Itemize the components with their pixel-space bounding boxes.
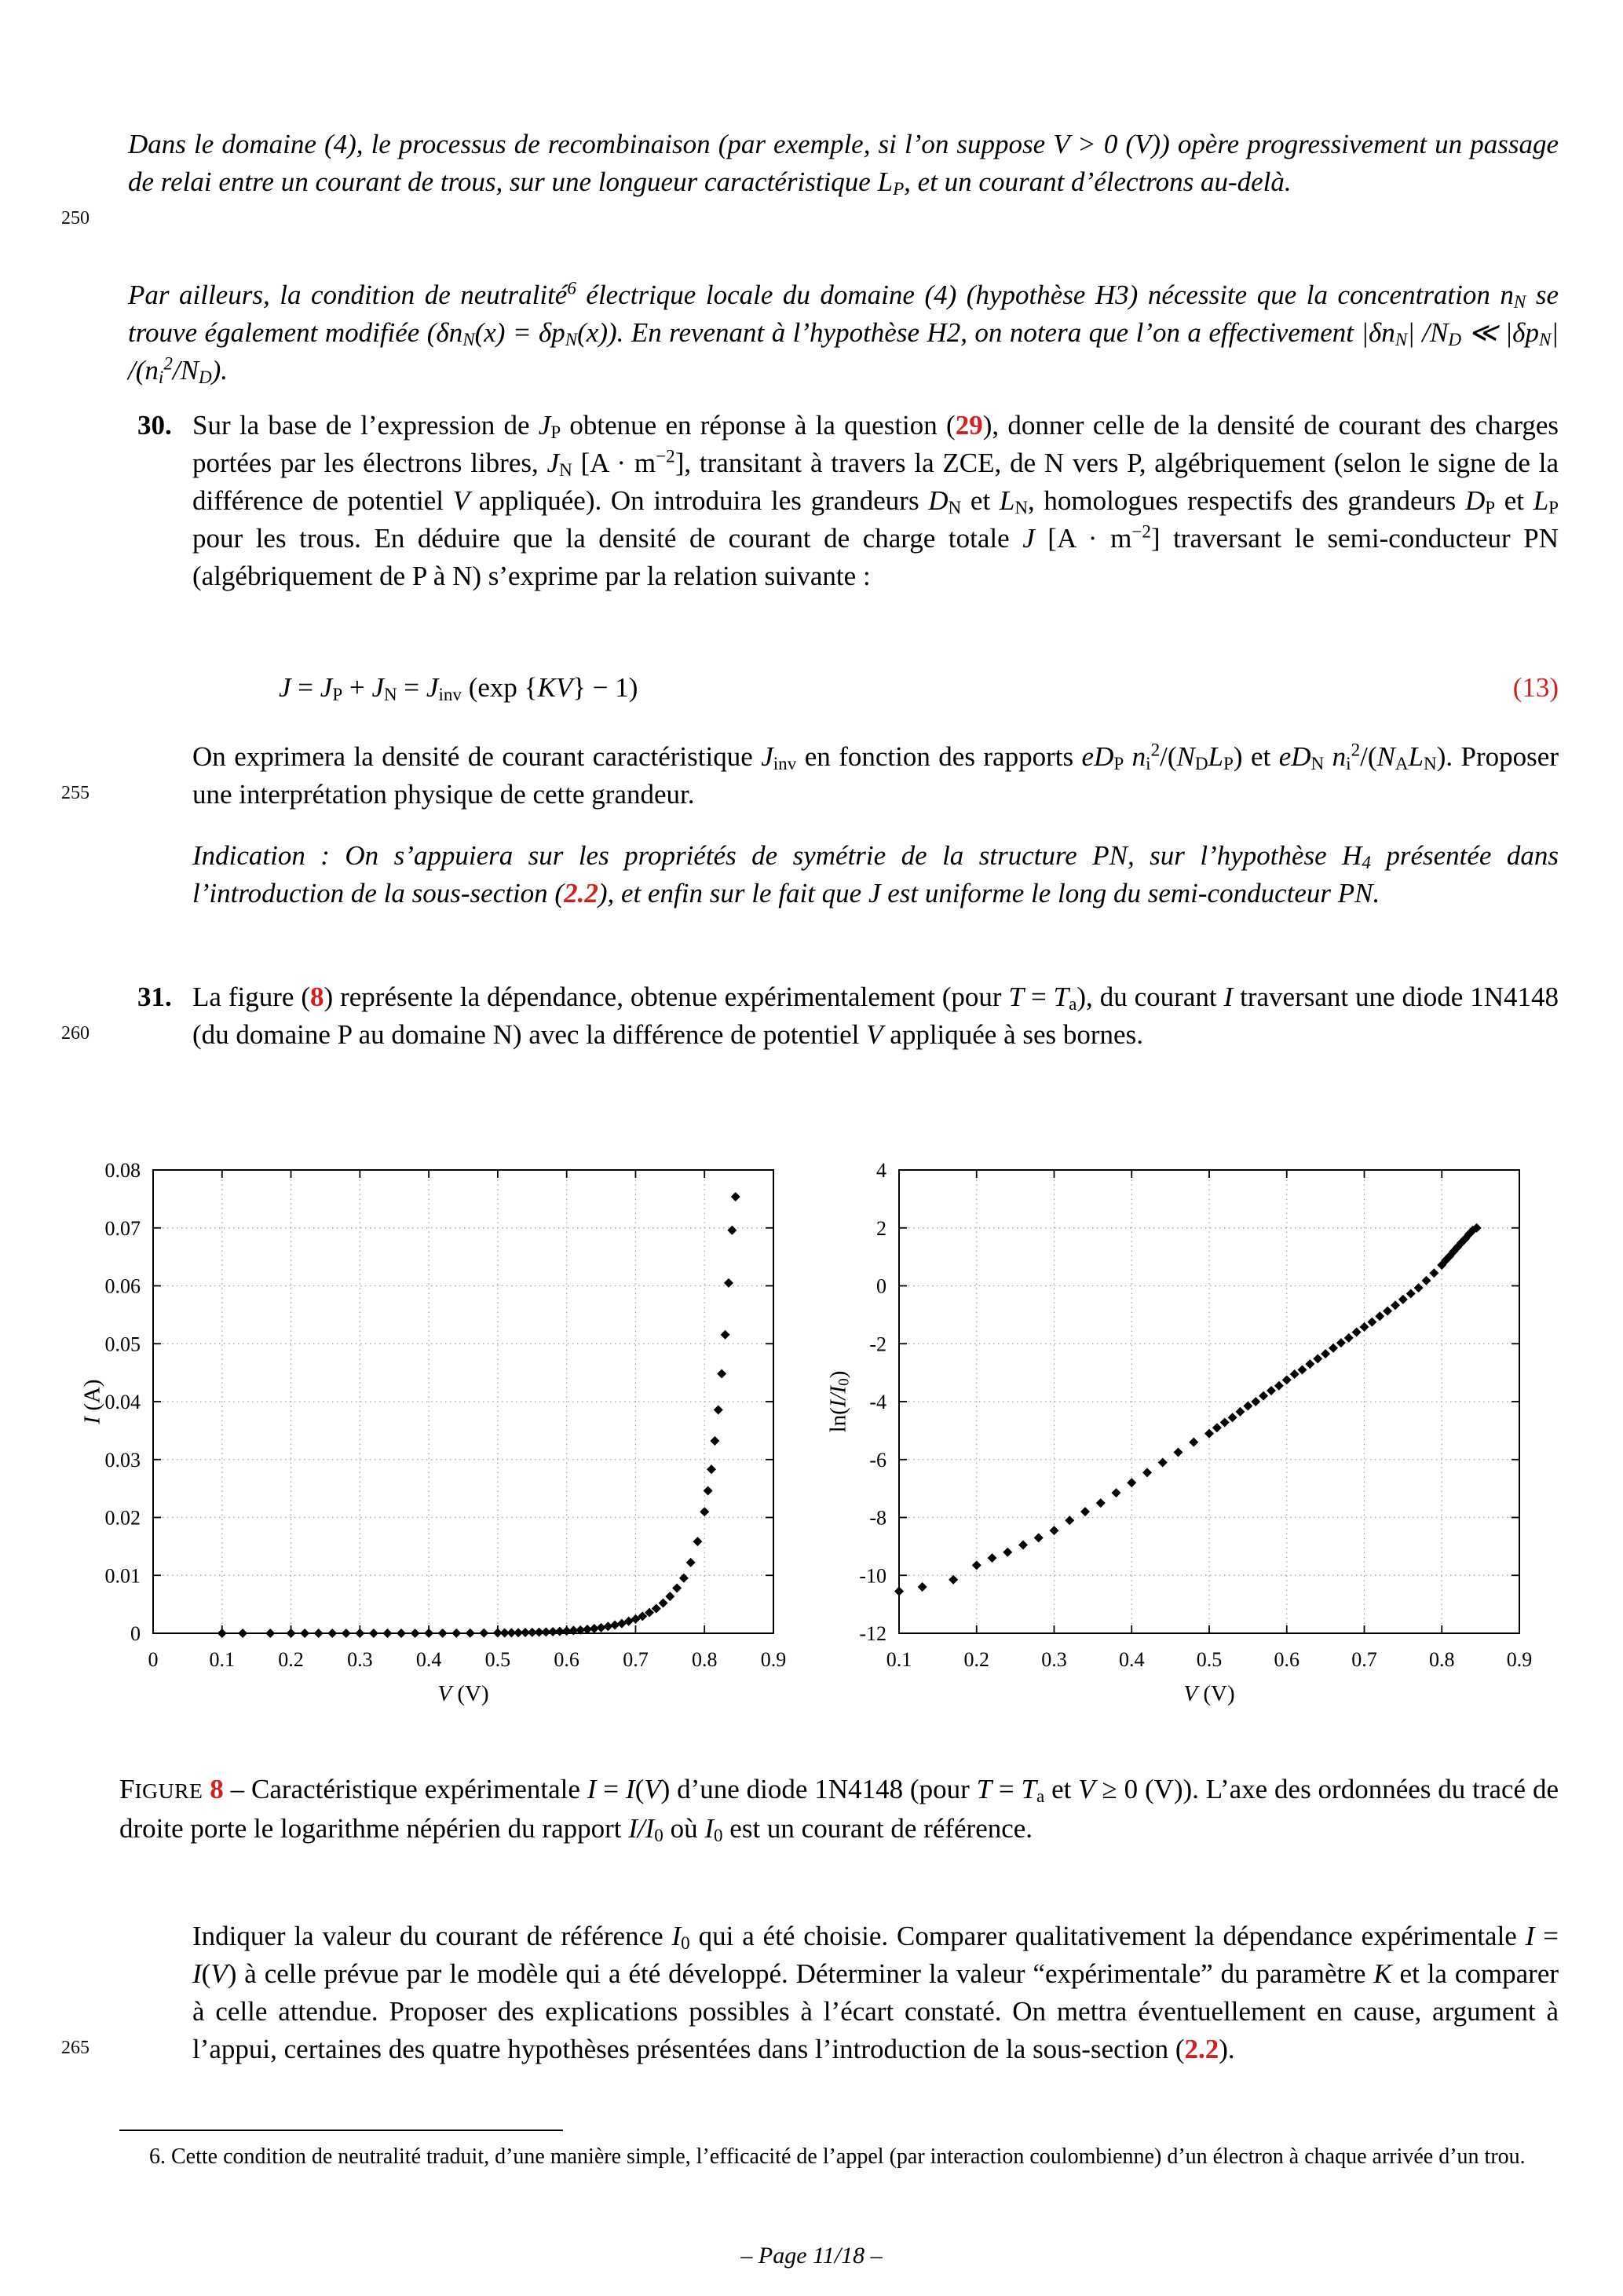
chart-current-vs-voltage (63, 1150, 809, 1738)
svg-text:-4: -4 (869, 1391, 886, 1413)
margin-line-number: 265 (61, 2038, 90, 2058)
svg-text:4: 4 (876, 1159, 886, 1182)
svg-text:-12: -12 (859, 1622, 886, 1645)
chart-log-current-vs-voltage (809, 1150, 1555, 1738)
question-30-body: Sur la base de l’expression de $J_P$ obtenue en réponse à la question (29), donner celle de la densité de courant des charges portées par les électrons libres, $J_N$ $[A \cdot m^{-2}]$, transitant à travers la ZCE, de N vers P, algébriquement (selon le signe de la différence de potentiel V appliquée). On introduira les grandeurs $D_N$ et $L_N$, homologues respectifs des grandeurs $D_P$ et $L_P$ pour les trous. En déduire que la densité de courant de charge totale J $[A \cdot m^{-2}]$ traversant le semi-conducteur PN (algébriquement de P à N) s’exprime par la relation suivante : (192, 410, 1559, 591)
svg-text:-10: -10 (859, 1564, 886, 1588)
svg-text:0.5: 0.5 (1196, 1648, 1223, 1671)
equation-body: $J = J_P + J_N = J_{inv}$ (exp {KV} − 1) (279, 672, 638, 705)
svg-text:0.3: 0.3 (347, 1648, 373, 1671)
paragraph-indication: Indication : On s’appuiera sur les propriétés de symétrie de la structure PN, sur l’hypothèse $H_4$ présentée dans l’introduction de la sous-section (2.2), et enfin sur le fait que J est uniforme le long du semi-conducteur PN. (192, 840, 1559, 909)
svg-text:0: 0 (130, 1622, 141, 1645)
figure-8 (63, 1150, 1555, 1738)
equation-13 (128, 669, 1559, 707)
svg-text:0: 0 (148, 1648, 159, 1671)
svg-text:-2: -2 (869, 1333, 886, 1356)
svg-text:0.02: 0.02 (104, 1506, 141, 1530)
svg-text:0.1: 0.1 (209, 1648, 236, 1671)
question-31-number: 31. (137, 982, 172, 1012)
margin-line-number: 250 (61, 208, 90, 229)
margin-line-number: 255 (61, 783, 90, 803)
footnote-6: 6. Cette condition de neutralité traduit, d’une manière simple, l’efficacité de l’appel (par interaction coulombienne) d’un électron à chaque arrivée d’un trou. (149, 2144, 1526, 2169)
paragraph-neutrality: Par ailleurs, la condition de neutralité$^6$ électrique locale du domaine (4) (hypothèse H3) nécessite que la concentration $n_N$ se trouve également modifiée $(\delta n_N(x) = \delta p_N(x))$. En revenant à l’hypothèse H2, on notera que l’on a effectivement $|\delta n_N|$ $/N_D$ ≪ $|\delta p_N|$ $/(n_i^2/N_D)$. (128, 277, 1559, 388)
svg-text:0.9: 0.9 (760, 1648, 787, 1671)
svg-text:0.5: 0.5 (484, 1648, 511, 1671)
cross-ref-link[interactable]: 8 (210, 1774, 224, 1804)
svg-text:0.6: 0.6 (1274, 1648, 1299, 1671)
svg-text:0.01: 0.01 (104, 1564, 141, 1588)
paragraph-jinv: On exprimera la densité de courant caractéristique $J_{inv}$ en fonction des rapports $eD_P$ $n_i^2/(N_DL_P)$ et $eD_N$ $n_i^2/(N_AL_N)$. Proposer une interprétation physique de cette grandeur. (192, 739, 1559, 810)
svg-text:0: 0 (876, 1274, 886, 1298)
svg-text:0.05: 0.05 (104, 1333, 141, 1356)
svg-text:0.2: 0.2 (963, 1648, 989, 1671)
cross-ref-link[interactable]: 8 (310, 982, 324, 1012)
svg-text:0.07: 0.07 (104, 1216, 141, 1240)
svg-text:0.7: 0.7 (623, 1648, 649, 1671)
y-axis-label: $\ln(I/I_0)$ (825, 1370, 853, 1433)
cross-ref-link[interactable]: 2.2 (564, 878, 598, 909)
paragraph-recombination: Dans le domaine (4), le processus de recombinaison (par exemple, si l’on suppose V > 0 (V)) opère progressivement un passage de relai entre un courant de trous, sur une longueur caractéristique $L_P$, et un courant d’électrons au-delà. (128, 129, 1559, 199)
x-axis-label: V (V) (437, 1681, 489, 1706)
svg-text:0.4: 0.4 (1119, 1648, 1145, 1671)
svg-text:0.9: 0.9 (1506, 1648, 1533, 1671)
svg-text:0.6: 0.6 (554, 1648, 579, 1671)
question-30 (128, 407, 1559, 595)
cross-ref-link[interactable]: 29 (955, 410, 983, 441)
y-axis-label: I (A) (79, 1379, 105, 1424)
svg-text:0.7: 0.7 (1351, 1648, 1377, 1671)
svg-text:-8: -8 (869, 1506, 886, 1530)
figure-caption: FIGURE 8 – Caractéristique expérimentale I = I(V) d’une diode 1N4148 (pour $T = T_a$ et V ≥ 0 (V)). L’axe des ordonnées du tracé de droite porte le logarithme népérien du rapport $I/I_0$ où $I_0$ est un courant de référence. (119, 1774, 1559, 1846)
svg-text:0.1: 0.1 (886, 1648, 912, 1671)
question-31-body: La figure (8) représente la dépendance, obtenue expérimentalement (pour $T = T_a$), du courant I traversant une diode 1N4148 (du domaine P au domaine N) avec la différence de potentiel V appliquée à ses bornes. (192, 982, 1559, 1050)
question-30-number: 30. (137, 410, 172, 441)
equation-number: (13) (1512, 672, 1559, 703)
cross-ref-link[interactable]: 2.2 (1184, 2034, 1219, 2064)
paragraph-question-31-tasks: Indiquer la valeur du courant de référence $I_0$ qui a été choisie. Comparer qualitativement la dépendance expérimentale I = I(V) à celle prévue par le modèle qui a été développé. Déterminer la valeur “expérimentale” du paramètre K et la comparer à celle attendue. Proposer des explications possibles à l’écart constaté. On mettra éventuellement en cause, argument à l’appui, certaines des quatre hypothèses présentées dans l’introduction de la sous-section (2.2). (192, 1921, 1559, 2064)
svg-text:-6: -6 (869, 1448, 886, 1472)
svg-text:0.2: 0.2 (278, 1648, 304, 1671)
svg-text:0.08: 0.08 (104, 1159, 141, 1182)
footnote-separator (119, 2130, 563, 2131)
svg-text:0.04: 0.04 (104, 1391, 141, 1413)
svg-text:0.8: 0.8 (691, 1648, 718, 1671)
x-axis-label: V (V) (1183, 1681, 1235, 1706)
svg-text:0.3: 0.3 (1041, 1648, 1067, 1671)
page-footer: – Page 11/18 – (740, 2243, 883, 2269)
svg-text:0.4: 0.4 (415, 1648, 442, 1671)
iv-scatter-plot (63, 1150, 809, 1724)
svg-text:0.8: 0.8 (1429, 1648, 1455, 1671)
margin-line-number: 260 (61, 1023, 90, 1044)
question-31 (128, 978, 1559, 1054)
svg-text:2: 2 (876, 1216, 886, 1240)
svg-text:0.06: 0.06 (104, 1274, 141, 1298)
svg-text:0.03: 0.03 (104, 1448, 141, 1472)
ln-iv-scatter-plot (809, 1150, 1555, 1724)
